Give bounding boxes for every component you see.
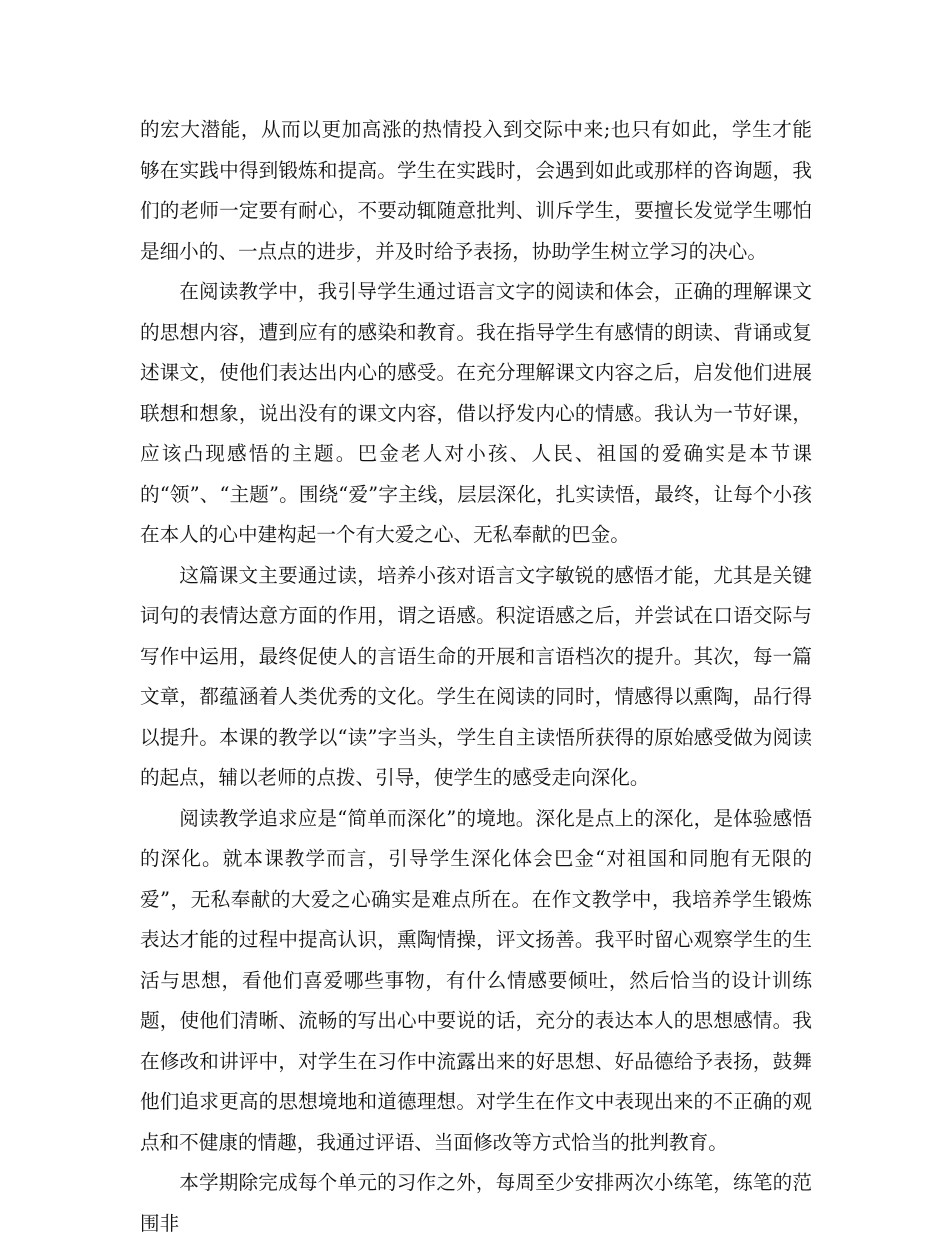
- paragraph-language-sense: 这篇课文主要通过读，培养小孩对语言文字敏锐的感悟才能，尤其是关键词句的表情达意方面的作用，谓之语感。积淀语感之后，并尝试在口语交际与写作中运用，最终促使人的言语生命的开展和言语档次的提升。其次，每一篇文章，都蕴涵着人类优秀的文化。学生在阅读的同时，情感得以熏陶，品行得以提升。本课的教学以“读”字当头，学生自主读悟所获得的原始感受做为阅读的起点，辅以老师的点拨、引导，使学生的感受走向深化。: [140, 563, 812, 789]
- paragraph-deep-reading: 阅读教学追求应是“简单而深化”的境地。深化是点上的深化，是体验感悟的深化。就本课教学而言，引导学生深化体会巴金“对祖国和同胞有无限的爱”，无私奉献的大爱之心确实是难点所在。在作文教学中，我培养学生锻炼表达才能的过程中提高认识，熏陶情操，评文扬善。我平时留心观察学生的生活与思想，看他们喜爱哪些事物，有什么情感要倾吐，然后恰当的设计训练题，使他们清晰、流畅的写出心中要说的话，充分的表达本人的思想感情。我在修改和讲评中，对学生在习作中流露出来的好思想、好品德给予表扬，鼓舞他们追求更高的思想境地和道德理想。对学生在作文中表现出来的不正确的观点和不健康的情趣，我通过评语、当面修改等方式恰当的批判教育。: [140, 806, 812, 1154]
- paragraph-practice-writing: 本学期除完成每个单元的习作之外，每周至少安排两次小练笔，练笔的范围非: [140, 1171, 812, 1235]
- paragraph-reading-teaching: 在阅读教学中，我引导学生通过语言文字的阅读和体会，正确的理解课文的思想内容，遭到应有的感染和教育。我在指导学生有感情的朗读、背诵或复述课文，使他们表达出内心的感受。在充分理解课文内容之后，启发他们进展联想和想象，说出没有的课文内容，借以抒发内心的情感。我认为一节好课，应该凸现感悟的主题。巴金老人对小孩、人民、祖国的爱确实是本节课的“领”、“主题”。围绕“爱”字主线，层层深化，扎实读悟，最终，让每个小孩在本人的心中建构起一个有大爱之心、无私奉献的巴金。: [140, 280, 812, 546]
- paragraph-continued: 的宏大潜能，从而以更加高涨的热情投入到交际中来;也只有如此，学生才能够在实践中得到锻炼和提高。学生在实践时，会遇到如此或那样的咨询题，我们的老师一定要有耐心，不要动辄随意批判、训斥学生，要擅长发觉学生哪怕是细小的、一点点的进步，并及时给予表扬，协助学生树立学习的决心。: [140, 118, 812, 263]
- document-body: [140, 110, 812, 1244]
